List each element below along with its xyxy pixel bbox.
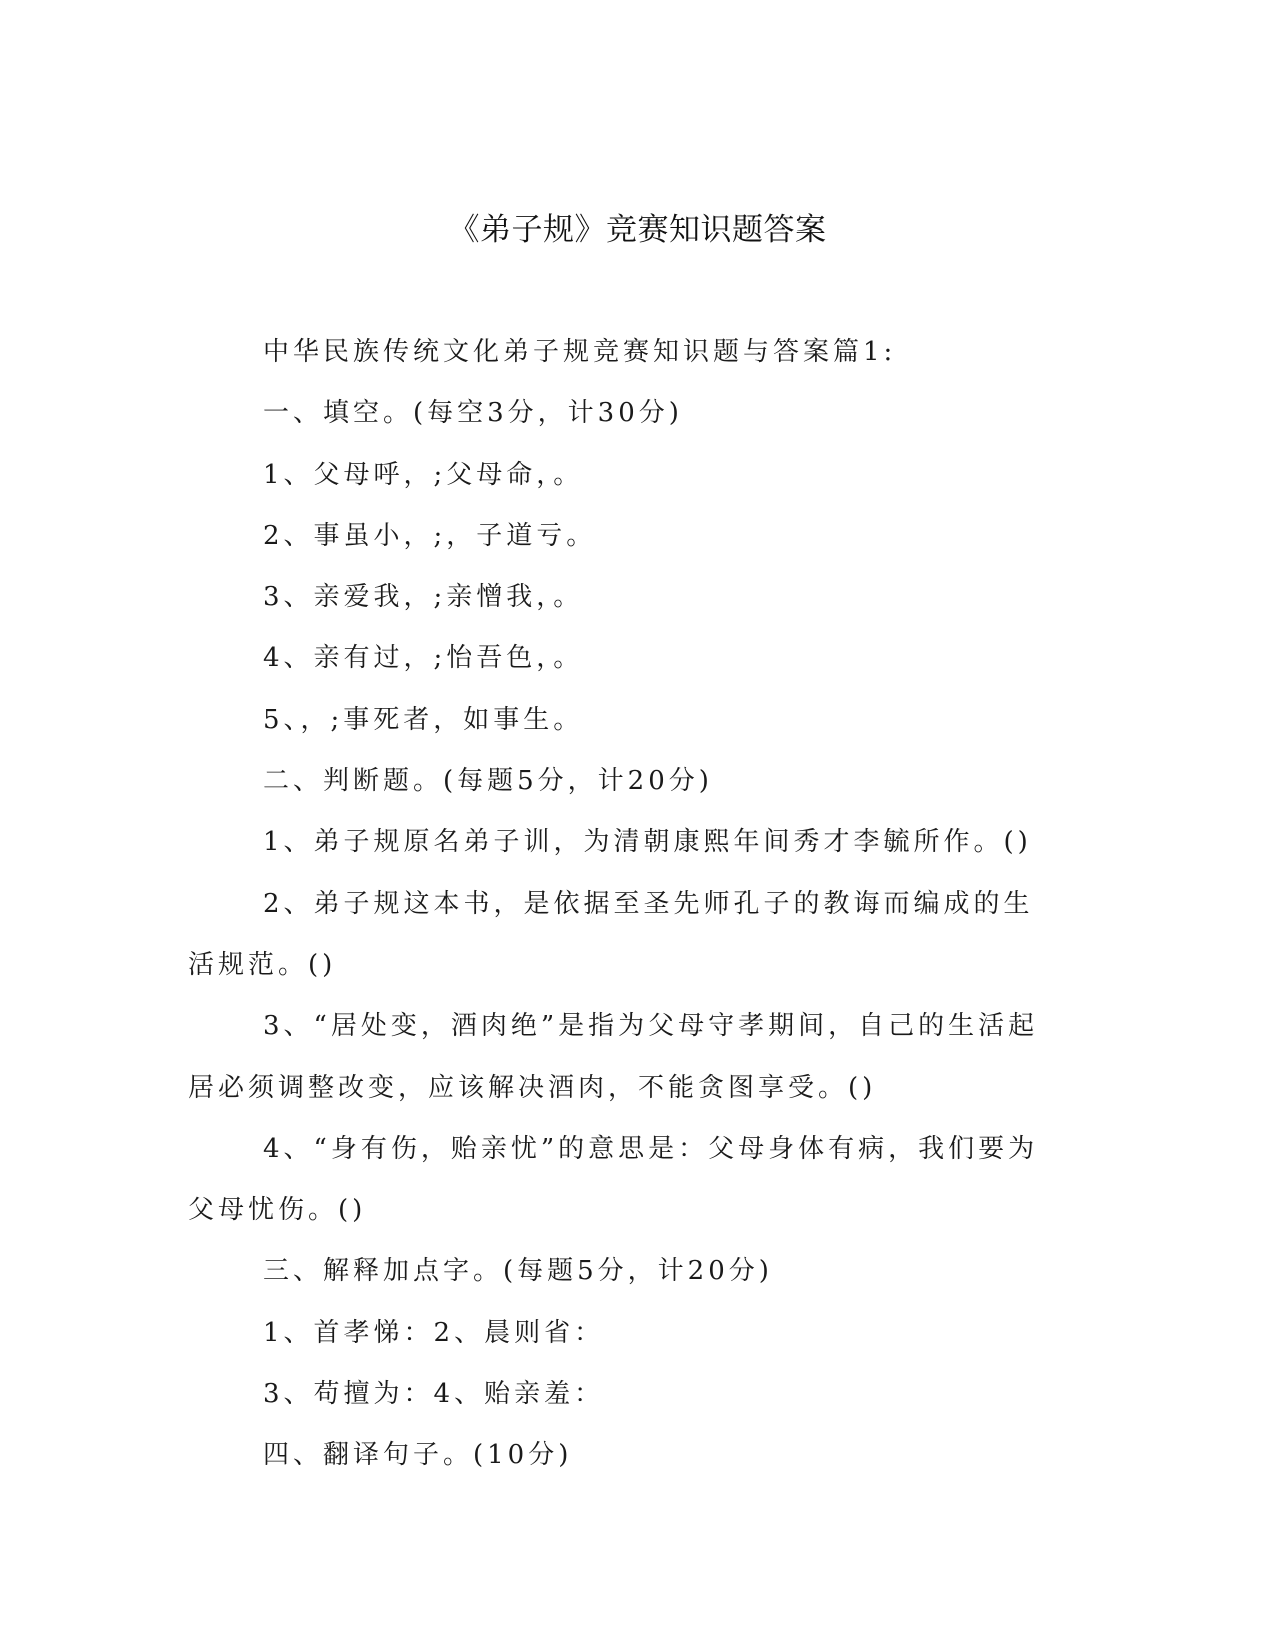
judgment-item-1: 1、弟子规原名弟子训，为清朝康熙年间秀才李毓所作。() — [263, 827, 1032, 858]
fill-in-item-2: 2、事虽小，;，子道亏。 — [263, 520, 597, 551]
judgment-item-3: 3、“居处变，酒肉绝”是指为父母守孝期间，自己的生活起居必须调整改变，应该解决酒肉，不能贪图享受。() — [188, 1011, 1039, 1103]
fill-in-item-3: 3、亲爱我，;亲憎我，。 — [263, 582, 584, 613]
section-4-heading: 四、翻译句子。(10分) — [263, 1440, 573, 1471]
explain-items-3-4: 3、苟擅为：4、贻亲羞： — [263, 1379, 605, 1410]
judgment-item-4: 4、“身有伤，贻亲忧”的意思是：父母身体有病，我们要为父母忧伤。() — [188, 1133, 1039, 1226]
section-3-heading: 三、解释加点字。(每题5分，计20分) — [263, 1256, 773, 1287]
judgment-item-2: 2、弟子规这本书，是依据至圣先师孔子的教诲而编成的生活规范。() — [188, 888, 1034, 980]
intro-paragraph: 中华民族传统文化弟子规竞赛知识题与答案篇1: — [263, 337, 897, 367]
document-body — [188, 322, 1058, 1487]
document-title: 《弟子规》竞赛知识题答案 — [448, 212, 827, 248]
fill-in-item-5: 5、，;事死者，如事生。 — [263, 704, 584, 735]
section-1-heading: 一、填空。(每空3分，计30分) — [263, 398, 683, 429]
fill-in-item-1: 1、父母呼，;父母命，。 — [263, 459, 584, 490]
explain-items-1-2: 1、首孝悌：2、晨则省： — [263, 1317, 605, 1348]
fill-in-item-4: 4、亲有过，;怡吾色，。 — [263, 643, 584, 674]
section-2-heading: 二、判断题。(每题5分，计20分) — [263, 766, 713, 797]
